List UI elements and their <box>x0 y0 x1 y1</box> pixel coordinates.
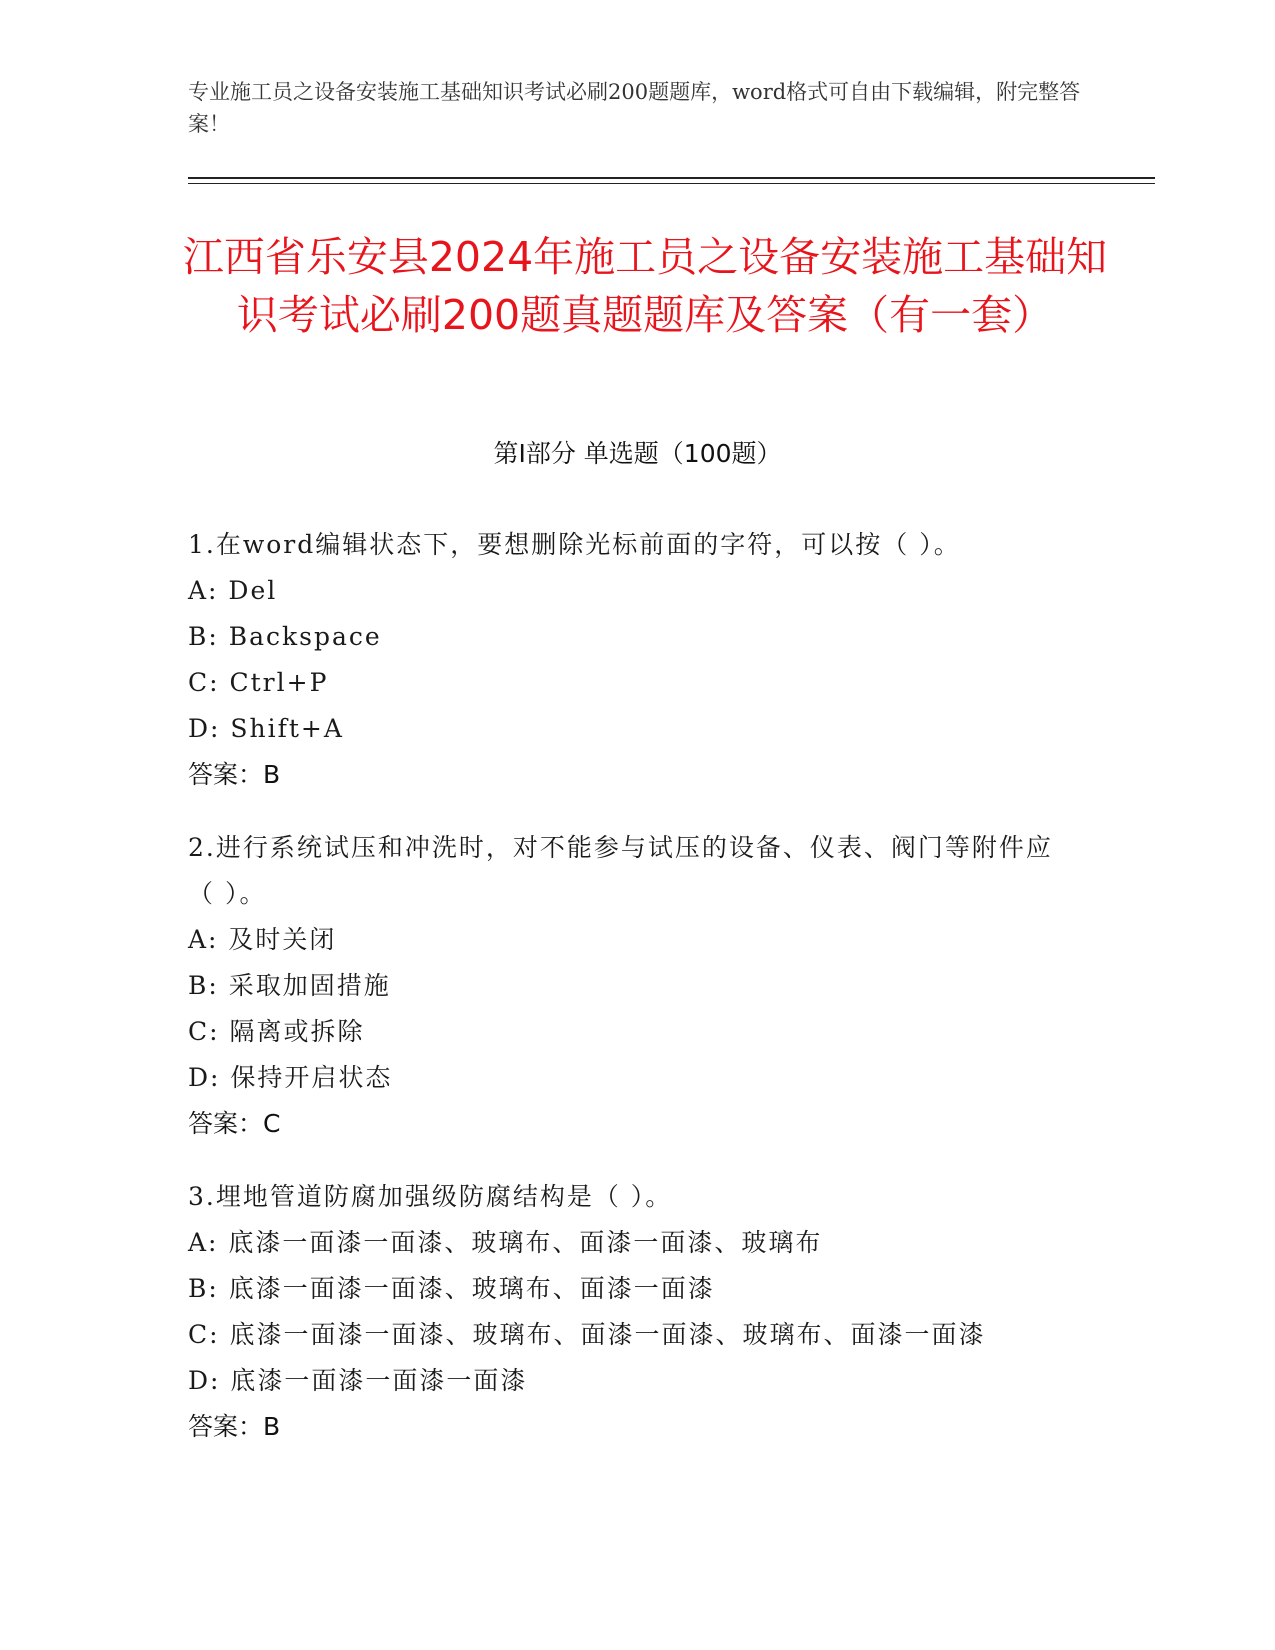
answer: 答案：C <box>188 1109 281 1138</box>
option-b: B: 采取加固措施 <box>188 971 391 1000</box>
option-a: A: Del <box>188 576 278 605</box>
document-title: 江西省乐安县2024年施工员之设备安装施工基础知识考试必刷200题真题题库及答案（有一套） <box>182 233 1108 339</box>
answer: 答案：B <box>188 760 281 789</box>
option-d: D: Shift+A <box>188 714 344 743</box>
question-stem: 1.在word编辑状态下，要想删除光标前面的字符，可以按（ ）。 <box>188 530 961 559</box>
option-d: D: 底漆一面漆一面漆一面漆 <box>188 1366 528 1395</box>
option-b: B: 底漆一面漆一面漆、玻璃布、面漆一面漆 <box>188 1274 715 1303</box>
answer: 答案：B <box>188 1412 281 1441</box>
header-note: 专业施工员之设备安装施工基础知识考试必刷200题题库，word格式可自由下载编辑，附完整答案！ <box>188 80 1081 136</box>
question-list <box>188 522 1068 1477</box>
header-divider-thin <box>188 183 1155 184</box>
option-c: C: 隔离或拆除 <box>188 1017 365 1046</box>
question-stem: 2.进行系统试压和冲洗时，对不能参与试压的设备、仪表、阀门等附件应（ ）。 <box>188 833 1053 908</box>
option-d: D: 保持开启状态 <box>188 1063 393 1092</box>
option-a: A: 底漆一面漆一面漆、玻璃布、面漆一面漆、玻璃布 <box>188 1228 823 1257</box>
option-b: B: Backspace <box>188 622 382 651</box>
question-3 <box>188 1174 1068 1450</box>
question-stem: 3.埋地管道防腐加强级防腐结构是（ ）。 <box>188 1182 673 1211</box>
option-c: C: Ctrl+P <box>188 668 329 697</box>
header-divider <box>188 177 1155 179</box>
question-2 <box>188 825 1068 1147</box>
option-a: A: 及时关闭 <box>188 925 337 954</box>
option-c: C: 底漆一面漆一面漆、玻璃布、面漆一面漆、玻璃布、面漆一面漆 <box>188 1320 986 1349</box>
section-title: 第Ⅰ部分 单选题（100题） <box>493 439 782 468</box>
question-1 <box>188 522 1068 798</box>
